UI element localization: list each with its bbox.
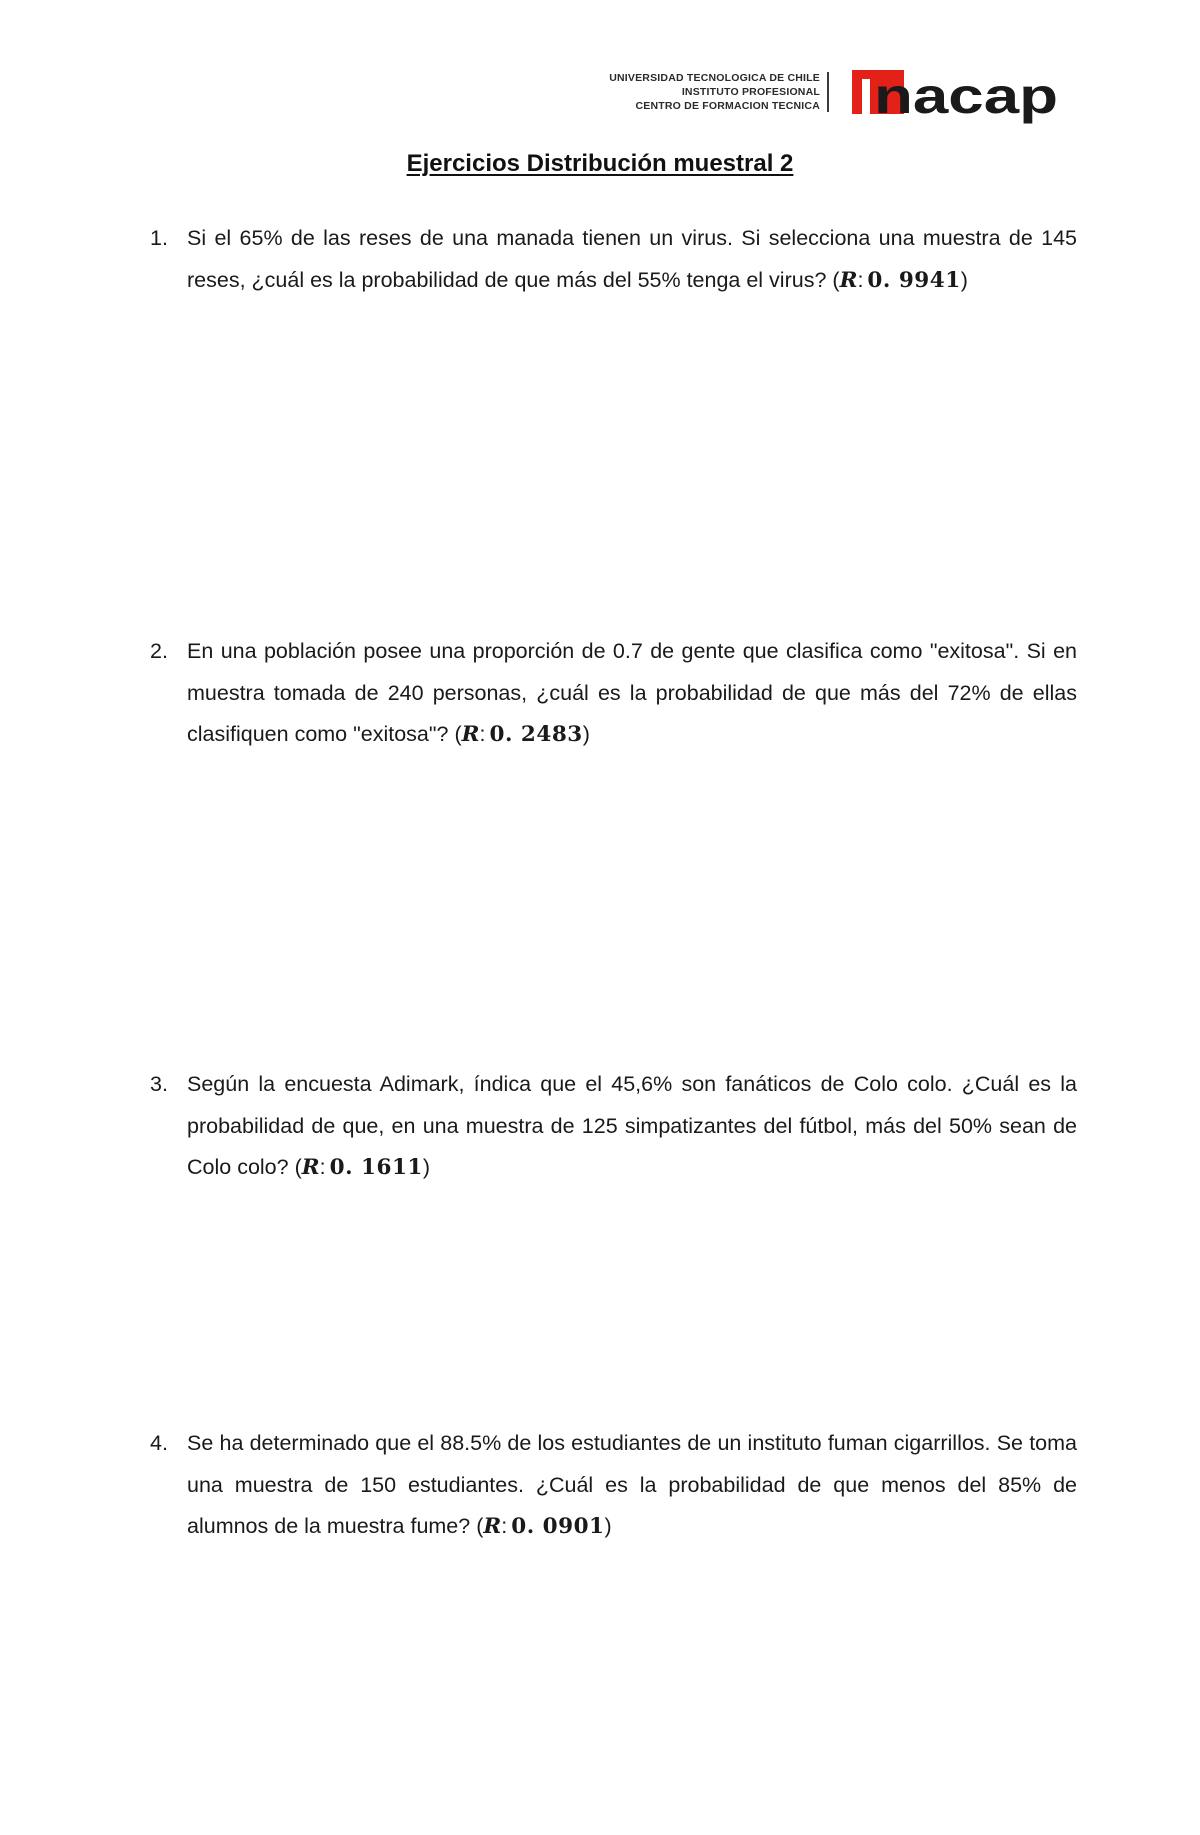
- exercise-number: 4.: [150, 1431, 168, 1455]
- exercise-item: [150, 218, 1077, 301]
- exercise-question: Si el 65% de las reses de una manada tienen un virus. Si selecciona una muestra de 145 reses, ¿cuál es la probabilidad de que más del 55% tenga el virus?: [187, 226, 1077, 292]
- answer-label: R: [461, 722, 480, 747]
- answer-value: 0. 1611: [329, 1155, 423, 1180]
- exercise-item: [150, 1423, 1077, 1548]
- institution-name: [570, 71, 820, 113]
- exercise-answer: (R: 0. 9941): [832, 267, 968, 293]
- answer-label: R: [301, 1155, 320, 1180]
- institution-header: [570, 66, 1070, 128]
- exercise-question: En una población posee una proporción de 0.7 de gente que clasifica como "exitosa". Si en muestra tomada de 240 personas, ¿cuál es la probabilidad de que más del 72% de ellas clasifiquen como "exitosa"?: [187, 639, 1077, 746]
- exercise-answer: (R: 0. 0901): [476, 1514, 612, 1539]
- answer-value: 0. 0901: [511, 1514, 605, 1539]
- answer-label: R: [483, 1514, 502, 1539]
- exercise-number: 1.: [150, 226, 168, 250]
- page-title: Ejercicios Distribución muestral 2: [406, 150, 794, 177]
- exercise-text: [187, 218, 1077, 301]
- exercise-answer: (R: 0. 2483): [454, 722, 590, 747]
- exercise-item: [150, 631, 1077, 756]
- exercise-question: Se ha determinado que el 88.5% de los estudiantes de un instituto fuman cigarrillos. Se toma una muestra de 150 estudiantes. ¿Cuál es la probabilidad de que menos del 85% de alumnos de la muestra fume?: [187, 1431, 1077, 1538]
- institution-line: UNIVERSIDAD TECNOLOGICA DE CHILE: [609, 72, 820, 84]
- exercise-text: [187, 631, 1077, 756]
- answer-value: 0. 9941: [867, 267, 961, 293]
- header-divider: [827, 72, 829, 112]
- exercise-number: 2.: [150, 639, 168, 663]
- exercise-question: Según la encuesta Adimark, índica que el 45,6% son fanáticos de Colo colo. ¿Cuál es la probabilidad de que, en una muestra de 125 simpatizantes del fútbol, más del 50% sean de Colo colo?: [187, 1072, 1077, 1179]
- exercise-text: [187, 1423, 1077, 1548]
- exercise-text: [187, 1064, 1077, 1189]
- logo-wordmark: nacap: [874, 68, 1058, 124]
- exercise-number: 3.: [150, 1072, 168, 1096]
- institution-line: INSTITUTO PROFESIONAL: [681, 86, 820, 98]
- exercise-answer: (R: 0. 1611): [294, 1155, 431, 1180]
- institution-line: CENTRO DE FORMACION TECNICA: [635, 100, 820, 112]
- answer-label: R: [839, 267, 858, 293]
- answer-value: 0. 2483: [489, 722, 583, 747]
- inacap-logo: [852, 66, 1062, 128]
- exercise-item: [150, 1064, 1077, 1189]
